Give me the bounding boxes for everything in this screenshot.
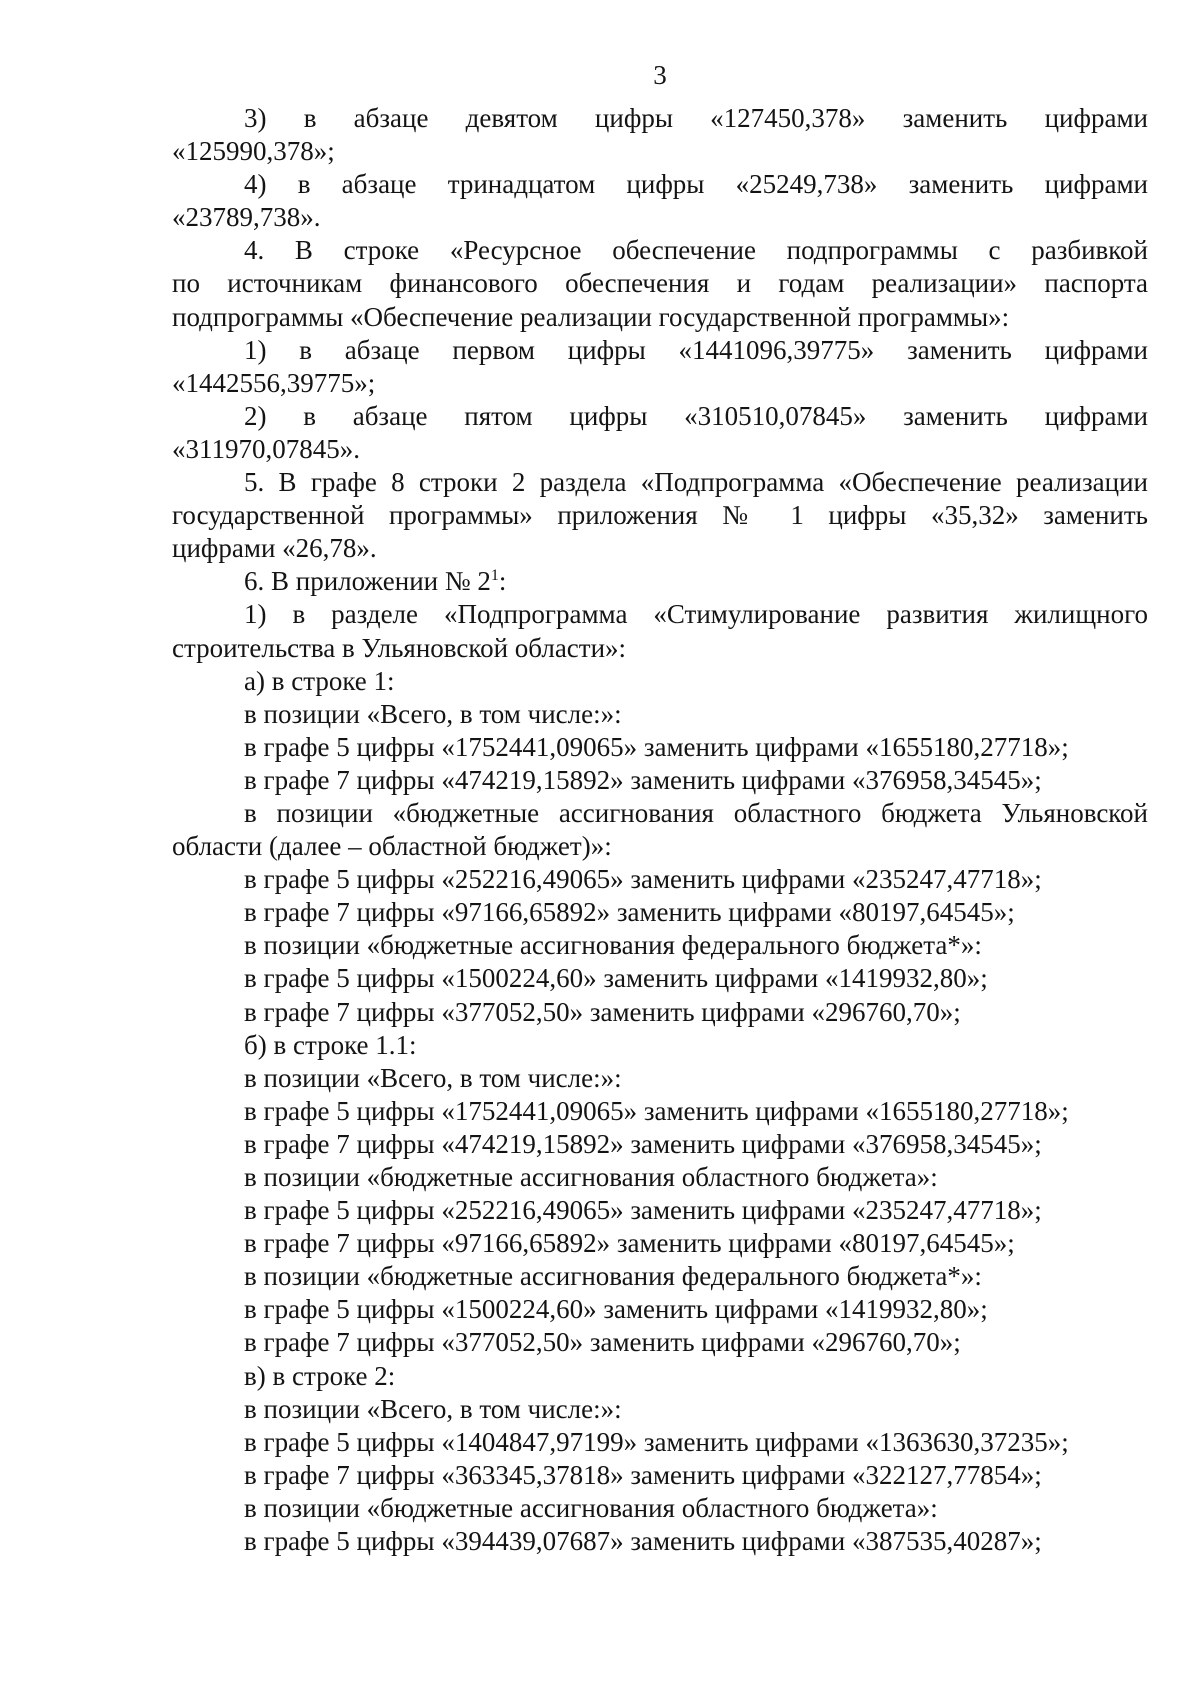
text-line xyxy=(172,1293,1148,1326)
text-line-content: в графе 5 цифры «1752441,09065» заменить цифрами «1655180,27718»; xyxy=(244,731,1069,762)
text-line-content: области (далее – областной бюджет)»: xyxy=(172,831,612,862)
text-line xyxy=(172,367,1148,400)
text-line-content: в графе 5 цифры «1404847,97199» заменить цифрами «1363630,37235»; xyxy=(244,1426,1069,1457)
text-line-content: в графе 7 цифры «377052,50» заменить цифрами «296760,70»; xyxy=(244,1327,961,1358)
text-line-content: подпрограммы «Обеспечение реализации государственной программы»: xyxy=(172,301,1010,332)
text-line xyxy=(172,400,1148,433)
text-line xyxy=(172,863,1148,896)
text-line-content: 4. В строке «Ресурсное обеспечение подпрограммы с разбивкой xyxy=(244,235,1148,266)
text-line-content: в графе 7 цифры «474219,15892» заменить цифрами «376958,34545»; xyxy=(244,764,1042,795)
text-line-content: в графе 7 цифры «363345,37818» заменить цифрами «322127,77854»; xyxy=(244,1459,1042,1490)
page-number: 3 xyxy=(653,60,667,90)
text-line xyxy=(172,665,1148,698)
text-line xyxy=(172,698,1148,731)
text-line xyxy=(172,1393,1148,1426)
text-line-content: 3) в абзаце девятом цифры «127450,378» заменить цифрами xyxy=(244,103,1148,133)
text-line xyxy=(172,996,1148,1029)
text-line-content: в графе 5 цифры «394439,07687» заменить цифрами «387535,40287»; xyxy=(244,1526,1042,1557)
text-line-content: в графе 7 цифры «474219,15892» заменить цифрами «376958,34545»; xyxy=(244,1128,1042,1159)
text-line-content: в позиции «бюджетные ассигнования федерального бюджета*»: xyxy=(244,1261,982,1292)
text-line-content: в графе 5 цифры «1752441,09065» заменить цифрами «1655180,27718»; xyxy=(244,1095,1069,1126)
text-line xyxy=(172,1326,1148,1359)
text-line xyxy=(172,1029,1148,1062)
text-line xyxy=(172,201,1148,234)
text-line xyxy=(172,731,1148,764)
text-line xyxy=(172,1260,1148,1293)
text-line-content: в графе 5 цифры «1500224,60» заменить цифрами «1419932,80»; xyxy=(244,963,988,994)
text-line-content: в) в строке 2: xyxy=(244,1360,396,1391)
text-line xyxy=(172,764,1148,797)
text-line-content: «23789,738». xyxy=(172,202,321,233)
text-line-suffix: : xyxy=(498,566,507,597)
text-line xyxy=(172,466,1148,499)
superscript: 1 xyxy=(490,567,499,585)
text-line-content: 6. В приложении № 2 xyxy=(244,566,491,597)
text-line xyxy=(172,1161,1148,1194)
text-line-content: 2) в абзаце пятом цифры «310510,07845» заменить цифрами xyxy=(244,400,1148,431)
text-line xyxy=(172,929,1148,962)
text-line xyxy=(172,830,1148,863)
text-line xyxy=(172,1426,1148,1459)
text-line xyxy=(172,565,1148,598)
text-line-content: по источникам финансового обеспечения и годам реализации» паспорта xyxy=(172,268,1148,299)
text-line-content: в позиции «бюджетные ассигнования областного бюджета»: xyxy=(244,1492,938,1523)
text-line xyxy=(172,797,1148,830)
text-line xyxy=(172,1227,1148,1260)
text-line-content: в графе 5 цифры «252216,49065» заменить цифрами «235247,47718»; xyxy=(244,864,1042,895)
text-line-content: в позиции «бюджетные ассигнования областного бюджета»: xyxy=(244,1162,938,1192)
text-line xyxy=(172,499,1148,532)
text-line-content: «125990,378»; xyxy=(172,136,335,167)
text-line xyxy=(172,1360,1148,1393)
text-line-content: 1) в разделе «Подпрограмма «Стимулирование развития жилищного xyxy=(244,599,1148,630)
text-line xyxy=(172,962,1148,995)
text-line xyxy=(172,1128,1148,1161)
text-line-content: цифрами «26,78». xyxy=(172,533,377,564)
text-line xyxy=(172,598,1148,631)
text-line-content: а) в строке 1: xyxy=(244,665,395,696)
text-line xyxy=(172,102,1148,135)
text-line xyxy=(172,234,1148,267)
text-line xyxy=(172,334,1148,367)
text-line xyxy=(172,532,1148,565)
text-line-content: 5. В графе 8 строки 2 раздела «Подпрограмма «Обеспечение реализации xyxy=(244,467,1148,498)
text-line-content: в графе 5 цифры «1500224,60» заменить цифрами «1419932,80»; xyxy=(244,1294,988,1325)
text-line-content: «311970,07845». xyxy=(172,433,360,464)
text-line-content: строительства в Ульяновской области»: xyxy=(172,632,627,663)
text-line xyxy=(172,135,1148,168)
text-line xyxy=(172,433,1148,466)
text-line xyxy=(172,1459,1148,1492)
text-line-content: б) в строке 1.1: xyxy=(244,1029,417,1060)
text-line xyxy=(172,267,1148,300)
text-line-content: в графе 7 цифры «97166,65892» заменить цифрами «80197,64545»; xyxy=(244,897,1015,928)
text-line xyxy=(172,1062,1148,1095)
text-line xyxy=(172,896,1148,929)
document-body xyxy=(172,102,1148,1558)
text-line-content: 1) в абзаце первом цифры «1441096,39775» заменить цифрами xyxy=(244,334,1148,365)
text-line-content: в позиции «Всего, в том числе:»: xyxy=(244,1062,622,1093)
text-line-content: «1442556,39775»; xyxy=(172,367,376,398)
text-line xyxy=(172,301,1148,334)
text-line xyxy=(172,632,1148,665)
text-line-content: в позиции «бюджетные ассигнования федерального бюджета*»: xyxy=(244,930,982,961)
text-line-content: в позиции «Всего, в том числе:»: xyxy=(244,698,622,729)
text-line xyxy=(172,1525,1148,1558)
text-line-content: в графе 7 цифры «97166,65892» заменить цифрами «80197,64545»; xyxy=(244,1228,1015,1259)
text-line-content: 4) в абзаце тринадцатом цифры «25249,738» заменить цифрами xyxy=(244,169,1148,200)
text-line-content: в графе 5 цифры «252216,49065» заменить цифрами «235247,47718»; xyxy=(244,1195,1042,1226)
text-line-content: в позиции «Всего, в том числе:»: xyxy=(244,1393,622,1424)
text-line xyxy=(172,1194,1148,1227)
text-line-content: государственной программы» приложения № 1 цифры «35,32» заменить xyxy=(172,500,1148,531)
text-line xyxy=(172,1095,1148,1128)
text-line-content: в позиции «бюджетные ассигнования областного бюджета Ульяновской xyxy=(244,797,1148,828)
text-line-content: в графе 7 цифры «377052,50» заменить цифрами «296760,70»; xyxy=(244,996,961,1027)
text-line xyxy=(172,168,1148,201)
text-line xyxy=(172,1492,1148,1525)
